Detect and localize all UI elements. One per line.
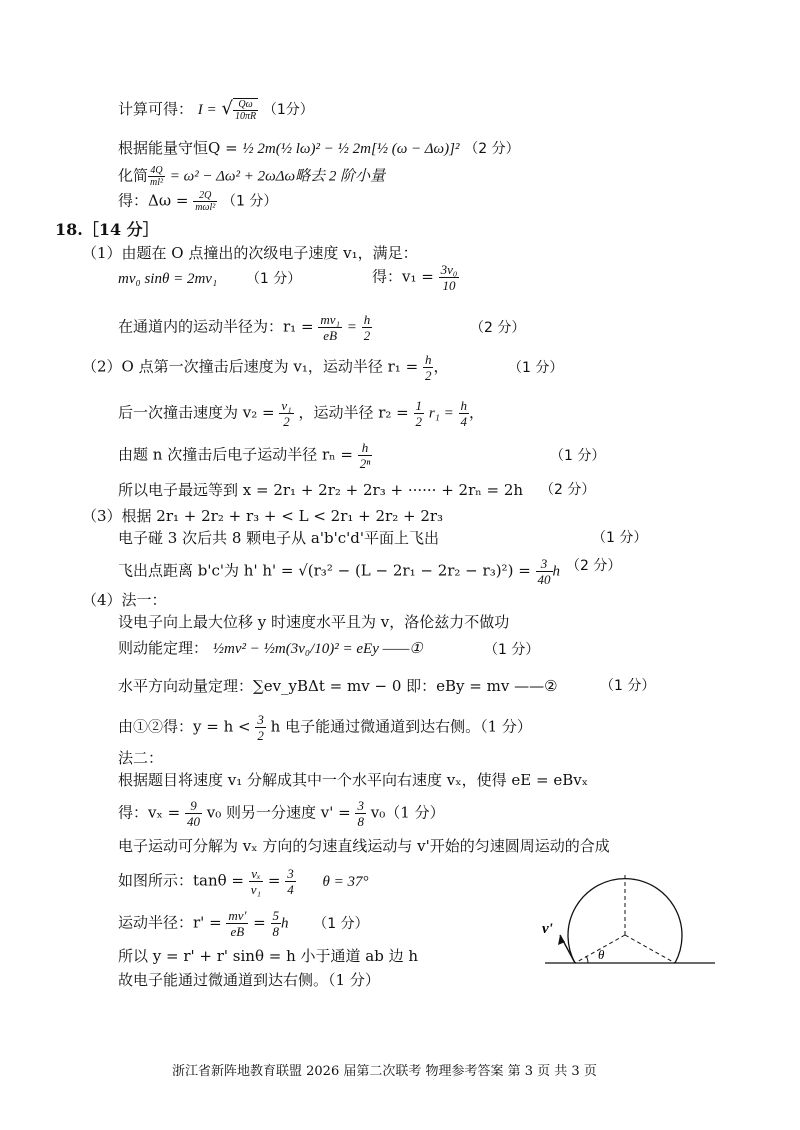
part4-conclusion: 由①②得：y = h < $\frac{3}{2}$ h 电子能通过微通道到达右侧。（1 分） [118, 712, 532, 743]
fraction: $\frac{h}{2}$ [424, 352, 432, 383]
part2-max-distance: 所以电子最远等到 x = 2r₁ + 2r₂ + 2r₃ + ······ + 2rₙ = 2h [118, 481, 524, 499]
part1-result: 得：v₁ = $\frac{\text{3v₀}}{10}$ [372, 262, 458, 293]
page-footer: 浙江省新阵地教育联盟 2026 届第二次联考 物理参考答案 第 3 页 共 3 页 [172, 1064, 597, 1079]
part3-exit-height: 飞出点距离 b'c'为 h' h' = √(r₃² − (L − 2r₁ − 2r₂ − r₃)²) = $\frac{3}{40}$ h [118, 556, 561, 587]
fraction: $\frac{mv'}{eB}$ [228, 908, 247, 939]
part4-momentum: 水平方向动量定理：∑ev_yBΔt = mv − 0 即：eBy = mv ——② [118, 677, 558, 695]
part2-second-collision: 后一次撞击速度为 v₂ = $\frac{\text{v₁}}{2}$ ，运动半径 r₂ = $\frac{1}{2}$ r₁ = $\frac{h}{4}$ ， [118, 398, 485, 429]
fraction: $\frac{\text{v₁}}{2}$ [281, 398, 292, 429]
part4-kinetic-energy: 则动能定理： ½mv² − ½m(3v₀/10)² = eEy ——① [118, 639, 423, 657]
line-energy-conservation: 根据能量守恒Q = ½ 2m(½ lω)² − ½ 2m[½ (ω − Δω)]² （2 分） [118, 139, 520, 157]
fraction: $\frac{h}{4}$ [460, 398, 468, 429]
theta-label: θ [598, 947, 605, 962]
circular-motion-figure [530, 855, 720, 970]
fraction: $\frac{\text{vₓ}}{\text{v₁}}$ [250, 866, 262, 897]
fraction: $\frac{h}{2}$ [363, 312, 371, 343]
part3-electrons-score: （1 分） [592, 530, 648, 546]
method2-conclusion: 故电子能通过微通道到达右侧。（1 分） [118, 971, 380, 989]
fraction: $\frac{1}{2}$ [415, 398, 423, 429]
method2-composition: 电子运动可分解为 vₓ 方向的匀速直线运动与 v'开始的匀速圆周运动的合成 [118, 837, 610, 855]
fraction: $\frac{3}{8}$ [357, 798, 364, 829]
part1-equation: mv₀ sinθ = 2mv₁ （1 分） [118, 271, 302, 287]
fraction: $\frac{\text{mv₁}}{eB}$ [320, 312, 340, 343]
part2-nth-radius: 由题 n 次撞击后电子运动半径 rₙ = $\frac{h}{\text{2ⁿ}}$ [118, 440, 371, 471]
part3-exit-score: （2 分） [566, 558, 622, 574]
question-18-heading: 18.［14 分］ [55, 220, 159, 239]
part3-electrons: 电子碰 3 次后共 8 颗电子从 a'b'c'd'平面上飞出 [118, 529, 439, 547]
method2-decompose: 根据题目将速度 v₁ 分解成其中一个水平向右速度 vₓ，使得 eE = eBvₓ [118, 771, 589, 789]
fraction: $\frac{5}{8}$ [272, 908, 280, 939]
method2-heading: 法二： [118, 749, 164, 767]
part2-nth-score: （1 分） [550, 448, 606, 464]
fraction: $\frac{3}{4}$ [287, 866, 294, 897]
line-compute-current: 计算可得： I = √ $\frac{Q\omega}{10\pi R}$ （1分） [118, 98, 314, 122]
radius-right [625, 935, 675, 963]
fraction: $\frac{h}{\text{2ⁿ}}$ [359, 440, 371, 471]
fraction: $\frac{2Q}{\text{mωl²}}$ [195, 190, 216, 213]
line-simplify: 化简 $\frac{4Q}{\text{ml²}}$ = ω² − Δω² + 2ωΔω略去 2 阶小量 [118, 165, 386, 188]
part4-kinetic-score: （1 分） [484, 642, 540, 658]
fraction: $\frac{\text{3v₀}}{10}$ [440, 262, 458, 293]
v-prime-label: v' [542, 921, 553, 937]
fraction: $\frac{4Q}{\text{ml²}}$ [150, 165, 164, 188]
part2-heading-score: （1 分） [508, 360, 564, 376]
part3-heading: （3）根据 2r₁ + 2r₂ + r₃ + < L < 2r₁ + 2r₂ + 2r₃ [82, 507, 444, 525]
line-result-delta-omega: 得：Δω = $\frac{2Q}{\text{mωl²}}$ （1 分） [118, 190, 278, 213]
part4-momentum-score: （1 分） [600, 678, 656, 694]
part2-max-score: （2 分） [540, 482, 596, 498]
method2-radius: 运动半径：r' = $\frac{mv'}{eB}$ = $\frac{5}{8}$ h （1 分） [118, 908, 369, 939]
method2-height: 所以 y = r' + r' sinθ = h 小于通道 ab 边 h [118, 947, 419, 965]
part4-assumption: 设电子向上最大位移 y 时速度水平且为 v，洛伦兹力不做功 [118, 613, 510, 631]
fraction: $\frac{9}{40}$ [186, 798, 200, 829]
part1-radius: 在通道内的运动半径为：r₁ = $\frac{\text{mv₁}}{eB}$ = $\frac{h}{2}$ [118, 312, 371, 343]
fraction: $\frac{3}{40}$ [537, 556, 551, 587]
part4-heading: （4）法一： [82, 591, 167, 609]
part2-heading: （2）O 点第一次撞击后速度为 v₁，运动半径 r₁ = $\frac{h}{2}$ ， [82, 352, 449, 383]
fraction: $\frac{3}{2}$ [257, 712, 264, 743]
method2-tan-theta: 如图所示：tanθ = $\frac{\text{vₓ}}{\text{v₁}}$ = $\frac{3}{4}$ θ = 37° [118, 866, 369, 897]
angle-arc [586, 956, 588, 963]
part1-heading: （1）由题在 O 点撞出的次级电子速度 v₁，满足： [82, 244, 418, 262]
fraction: $\frac{Q\omega}{10\pi R}$ [234, 99, 257, 122]
method2-velocity: 得：vₓ = $\frac{9}{40}$ v₀ 则另一分速度 v' = $\frac{3}{8}$ v₀（1 分） [118, 798, 445, 829]
part1-radius-score: （2 分） [470, 320, 526, 336]
